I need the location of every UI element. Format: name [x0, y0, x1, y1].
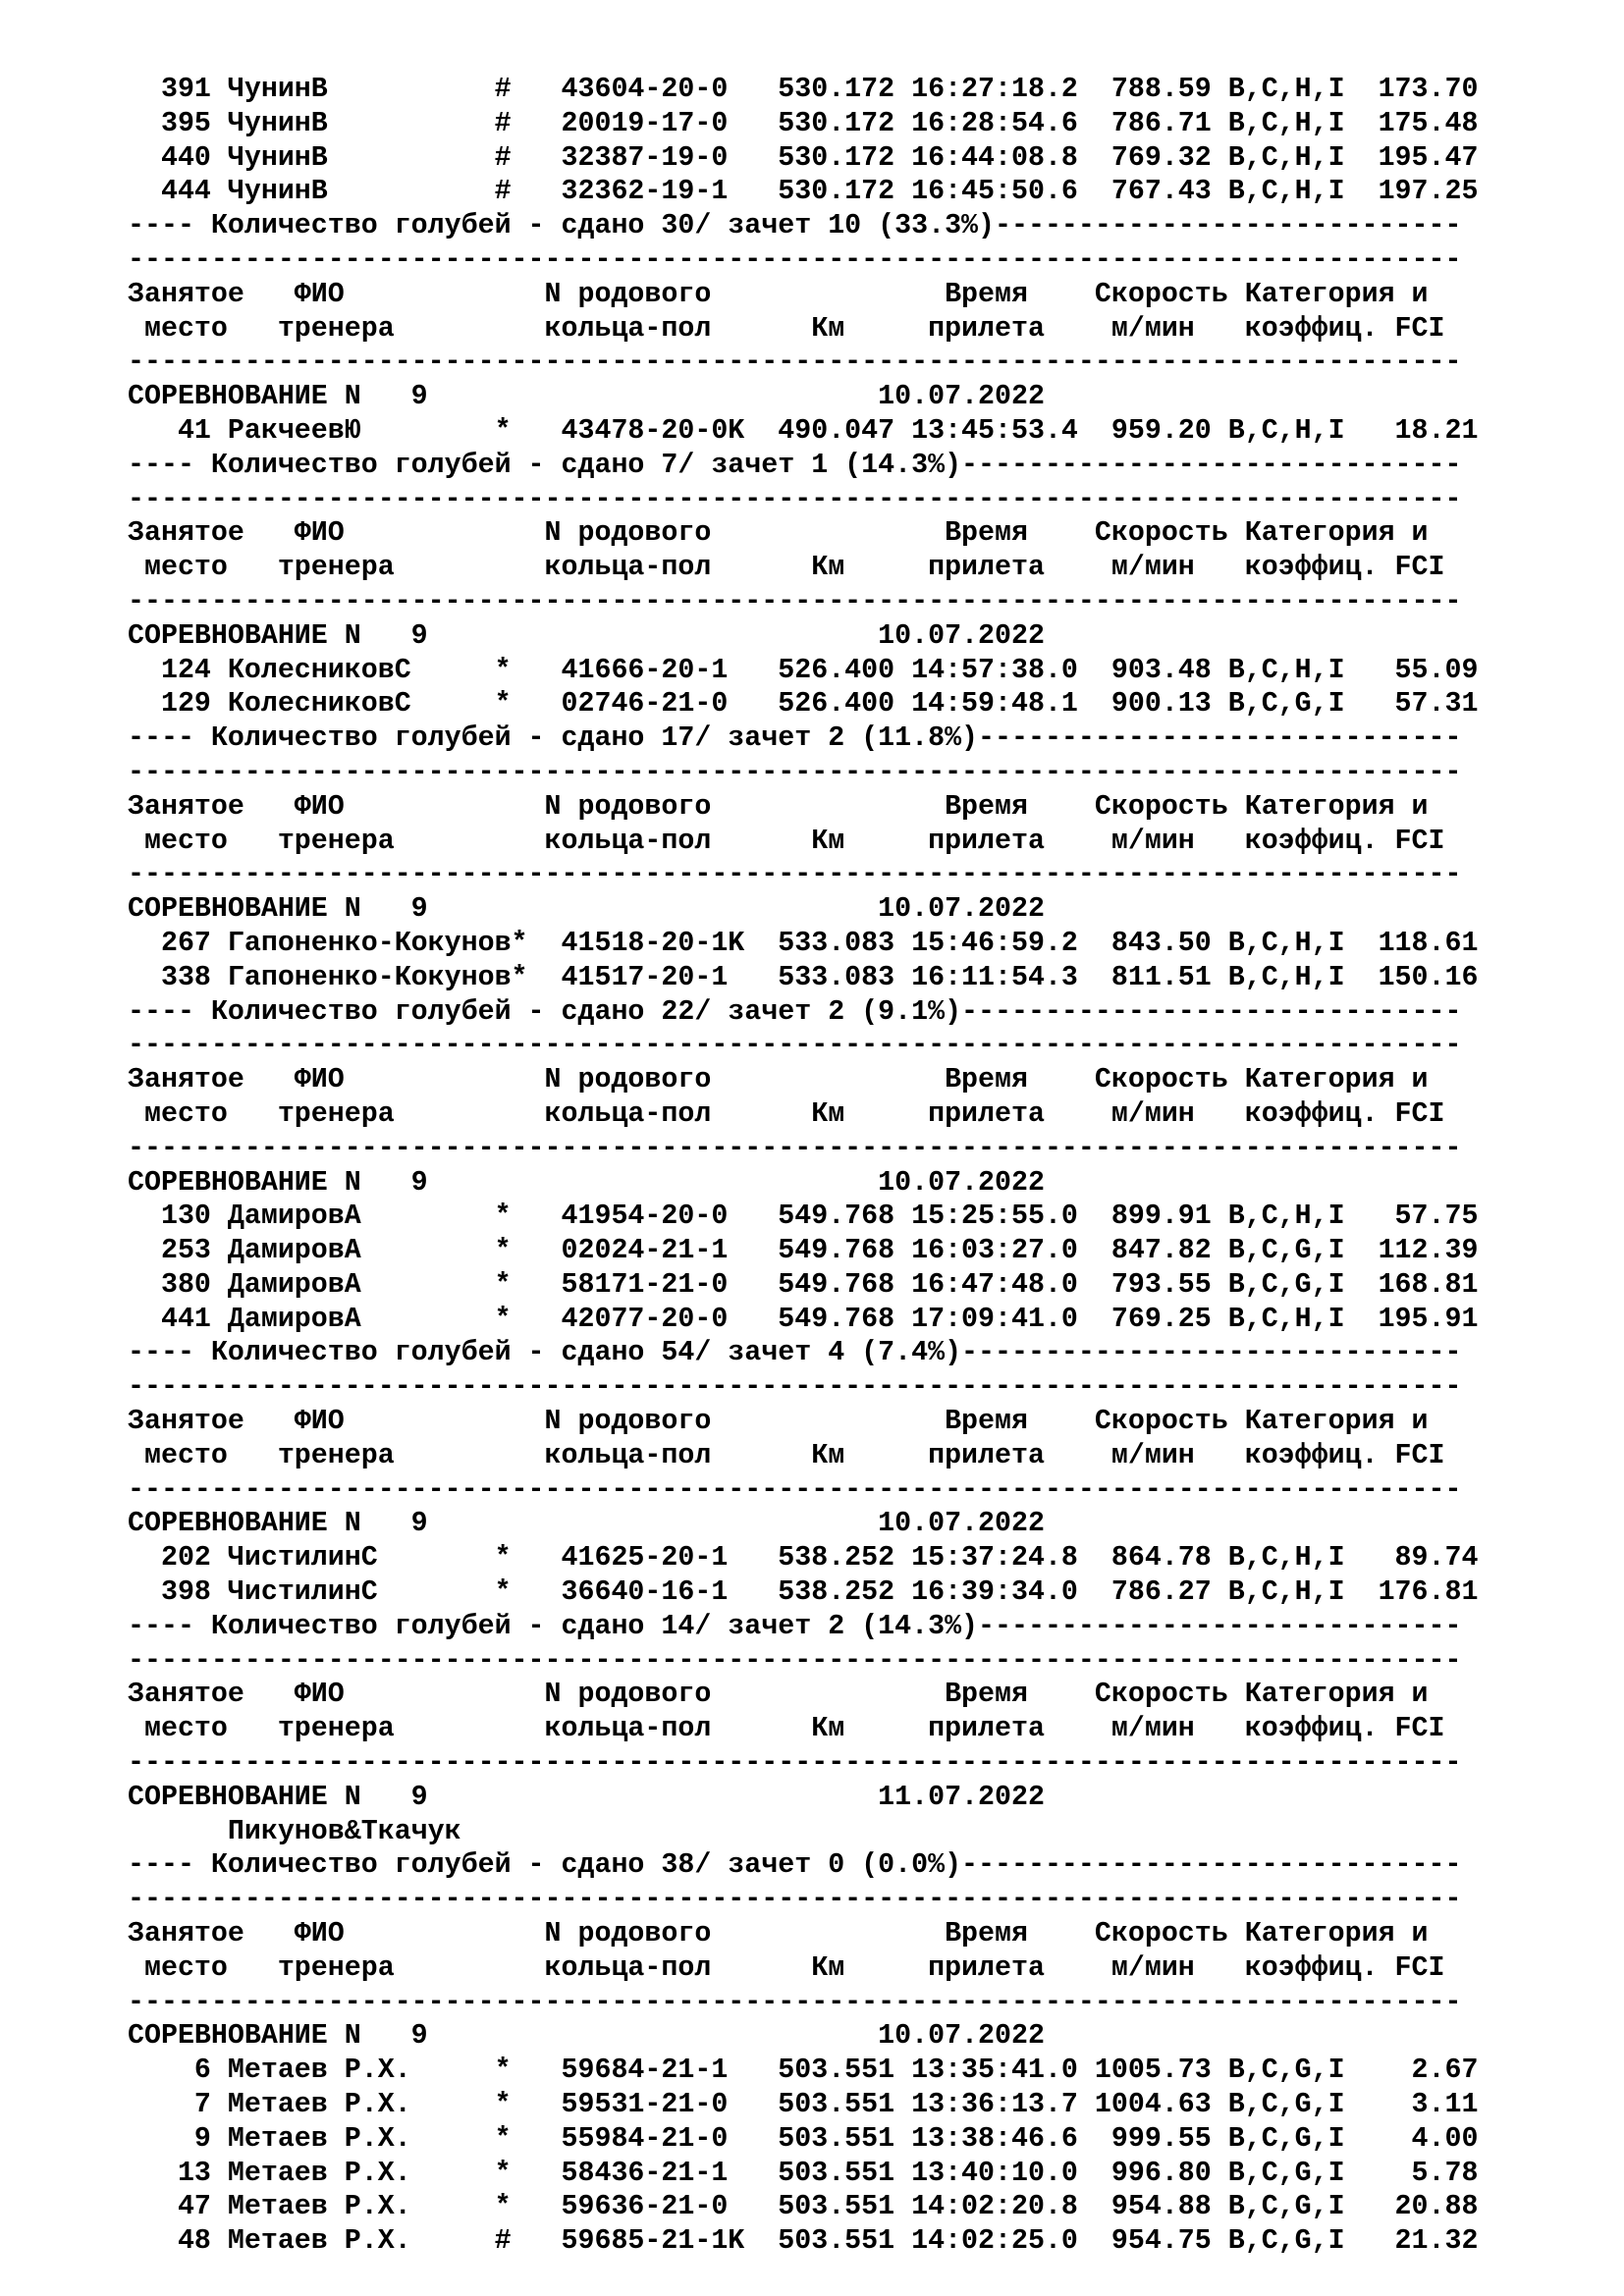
result-row: 253 ДамировА * 02024-21-1 549.768 16:03:27.0 847.82 B,C,G,I 112.39 — [128, 1235, 1479, 1267]
competition-header: СОРЕВНОВАНИЕ N 9 11.07.2022 — [128, 1781, 1045, 1813]
result-row: 47 Метаев Р.Х. * 59636-21-0 503.551 14:02:20.8 954.88 B,C,G,I 20.88 — [128, 2191, 1479, 2223]
column-header: место тренера кольца-пол Км прилета м/мин коэффиц. FCI — [128, 825, 1445, 857]
separator-line: -------------------------------------------------------------------------------- — [128, 859, 1462, 891]
separator-line: -------------------------------------------------------------------------------- — [128, 347, 1462, 379]
column-header: место тренера кольца-пол Км прилета м/мин коэффиц. FCI — [128, 1951, 1445, 1984]
separator-line: -------------------------------------------------------------------------------- — [128, 243, 1462, 276]
result-row: 441 ДамировА * 42077-20-0 549.768 17:09:41.0 769.25 B,C,H,I 195.91 — [128, 1303, 1479, 1335]
column-header: место тренера кольца-пол Км прилета м/мин коэффиц. FCI — [128, 312, 1445, 345]
result-row: 7 Метаев Р.Х. * 59531-21-0 503.551 13:36:13.7 1004.63 B,C,G,I 3.11 — [128, 2089, 1479, 2121]
separator-line: -------------------------------------------------------------------------------- — [128, 1030, 1462, 1062]
result-row: 6 Метаев Р.Х. * 59684-21-1 503.551 13:35:41.0 1005.73 B,C,G,I 2.67 — [128, 2055, 1479, 2087]
competition-header: СОРЕВНОВАНИЕ N 9 10.07.2022 — [128, 893, 1045, 926]
result-row: 124 КолесниковС * 41666-20-1 526.400 14:57:38.0 903.48 B,C,H,I 55.09 — [128, 654, 1479, 686]
summary-line: ---- Количество голубей - сдано 7/ зачет 1 (14.3%)------------------------------ — [128, 449, 1462, 481]
competition-header: СОРЕВНОВАНИЕ N 9 10.07.2022 — [128, 1508, 1045, 1540]
column-header: место тренера кольца-пол Км прилета м/мин коэффиц. FCI — [128, 552, 1445, 584]
separator-line: -------------------------------------------------------------------------------- — [128, 1747, 1462, 1780]
result-row: 440 ЧунинВ # 32387-19-0 530.172 16:44:08.8 769.32 B,C,H,I 195.47 — [128, 141, 1479, 174]
result-row: 395 ЧунинВ # 20019-17-0 530.172 16:28:54.6 786.71 B,C,H,I 175.48 — [128, 107, 1479, 139]
result-row: 13 Метаев Р.Х. * 58436-21-1 503.551 13:40:10.0 996.80 B,C,G,I 5.78 — [128, 2157, 1479, 2189]
result-row: 338 Гапоненко-Кокунов* 41517-20-1 533.083 16:11:54.3 811.51 B,C,H,I 150.16 — [128, 961, 1479, 993]
result-row: 9 Метаев Р.Х. * 55984-21-0 503.551 13:38:46.6 999.55 B,C,G,I 4.00 — [128, 2122, 1479, 2155]
separator-line: -------------------------------------------------------------------------------- — [128, 1371, 1462, 1404]
result-row: 380 ДамировА * 58171-21-0 549.768 16:47:48.0 793.55 B,C,G,I 168.81 — [128, 1268, 1479, 1301]
separator-line: -------------------------------------------------------------------------------- — [128, 756, 1462, 788]
column-header: Занятое ФИО N родового Время Скорость Категория и — [128, 1679, 1429, 1711]
column-header: Занятое ФИО N родового Время Скорость Категория и — [128, 1064, 1429, 1096]
summary-line: ---- Количество голубей - сдано 14/ зачет 2 (14.3%)----------------------------- — [128, 1610, 1462, 1642]
column-header: Занятое ФИО N родового Время Скорость Категория и — [128, 517, 1429, 550]
column-header: место тренера кольца-пол Км прилета м/мин коэффиц. FCI — [128, 1713, 1445, 1745]
summary-line: ---- Количество голубей - сдано 17/ зачет 2 (11.8%)----------------------------- — [128, 722, 1462, 755]
summary-line: ---- Количество голубей - сдано 54/ зачет 4 (7.4%)------------------------------ — [128, 1337, 1462, 1369]
result-row: 202 ЧистилинС * 41625-20-1 538.252 15:37:24.8 864.78 B,C,H,I 89.74 — [128, 1542, 1479, 1575]
column-header: Занятое ФИО N родового Время Скорость Категория и — [128, 1918, 1429, 1950]
summary-line: ---- Количество голубей - сдано 30/ зачет 10 (33.3%)---------------------------- — [128, 210, 1462, 242]
summary-line: ---- Количество голубей - сдано 38/ зачет 0 (0.0%)------------------------------ — [128, 1849, 1462, 1882]
column-header: Занятое ФИО N родового Время Скорость Категория и — [128, 1406, 1429, 1438]
column-header: Занятое ФИО N родового Время Скорость Категория и — [128, 278, 1429, 310]
competition-header: СОРЕВНОВАНИЕ N 9 10.07.2022 — [128, 1166, 1045, 1199]
separator-line: -------------------------------------------------------------------------------- — [128, 585, 1462, 617]
result-row: 444 ЧунинВ # 32362-19-1 530.172 16:45:50.6 767.43 B,C,H,I 197.25 — [128, 176, 1479, 208]
result-row: 48 Метаев Р.Х. # 59685-21-1K 503.551 14:02:25.0 954.75 B,C,G,I 21.32 — [128, 2225, 1479, 2258]
competition-header: СОРЕВНОВАНИЕ N 9 10.07.2022 — [128, 2020, 1045, 2053]
result-row: 391 ЧунинВ # 43604-20-0 530.172 16:27:18.2 788.59 B,C,H,I 173.70 — [128, 74, 1479, 105]
separator-line: -------------------------------------------------------------------------------- — [128, 1132, 1462, 1164]
competition-header: СОРЕВНОВАНИЕ N 9 10.07.2022 — [128, 381, 1045, 413]
separator-line: -------------------------------------------------------------------------------- — [128, 1473, 1462, 1506]
results-report — [128, 73, 1600, 2259]
competition-header: СОРЕВНОВАНИЕ N 9 10.07.2022 — [128, 619, 1045, 652]
column-header: место тренера кольца-пол Км прилета м/мин коэффиц. FCI — [128, 1439, 1445, 1471]
result-row: 267 Гапоненко-Кокунов* 41518-20-1K 533.083 15:46:59.2 843.50 B,C,H,I 118.61 — [128, 927, 1479, 959]
summary-line: ---- Количество голубей - сдано 22/ зачет 2 (9.1%)------------------------------ — [128, 995, 1462, 1028]
result-row: 130 ДамировА * 41954-20-0 549.768 15:25:55.0 899.91 B,C,H,I 57.75 — [128, 1201, 1479, 1233]
result-row: 41 РакчеевЮ * 43478-20-0K 490.047 13:45:53.4 959.20 B,C,H,I 18.21 — [128, 414, 1479, 447]
separator-line: -------------------------------------------------------------------------------- — [128, 483, 1462, 515]
result-row: 129 КолесниковС * 02746-21-0 526.400 14:59:48.1 900.13 B,C,G,I 57.31 — [128, 688, 1479, 721]
column-header: Занятое ФИО N родового Время Скорость Категория и — [128, 790, 1429, 823]
result-row: 398 ЧистилинС * 36640-16-1 538.252 16:39:34.0 786.27 B,C,H,I 176.81 — [128, 1576, 1479, 1609]
column-header: место тренера кольца-пол Км прилета м/мин коэффиц. FCI — [128, 1097, 1445, 1130]
separator-line: -------------------------------------------------------------------------------- — [128, 1644, 1462, 1677]
report-line: Пикунов&Ткачук — [128, 1815, 461, 1847]
separator-line: -------------------------------------------------------------------------------- — [128, 1884, 1462, 1916]
separator-line: -------------------------------------------------------------------------------- — [128, 1986, 1462, 2018]
